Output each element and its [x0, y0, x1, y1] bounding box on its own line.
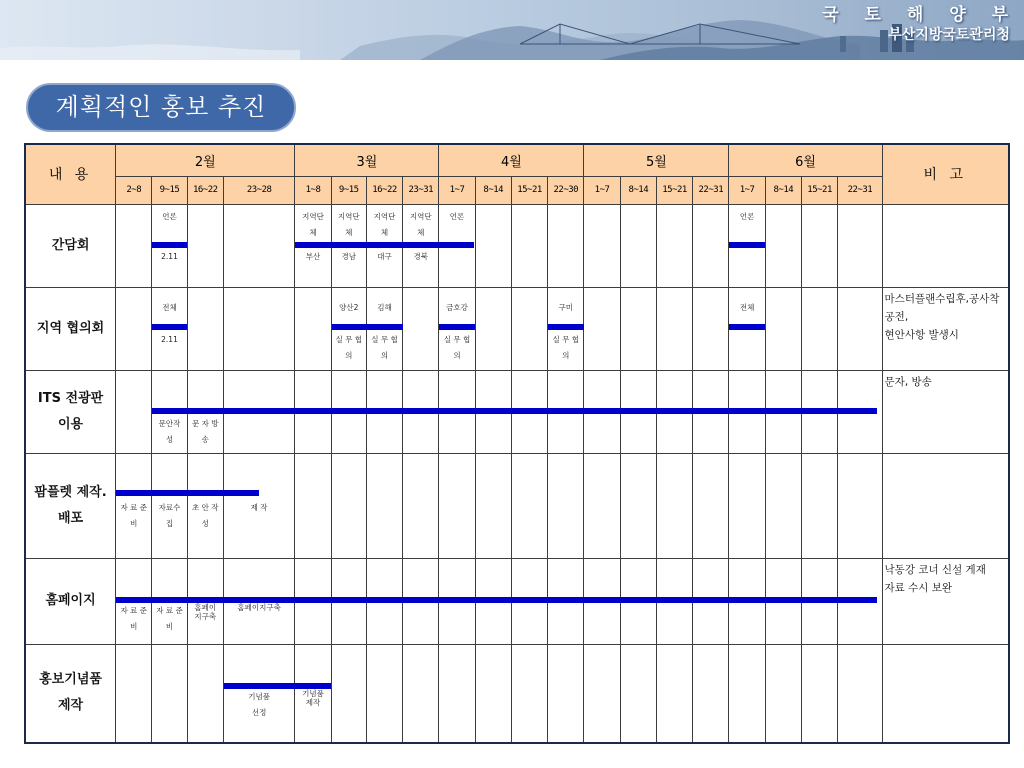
schedule-row: [25, 558, 1009, 644]
schedule-cell: [729, 453, 765, 558]
schedule-cell: [439, 453, 475, 558]
schedule-bar: [295, 242, 474, 248]
schedule-cell: [620, 453, 656, 558]
schedule-cell: [187, 644, 223, 743]
schedule-cell: [584, 287, 620, 370]
row-remark: [882, 370, 1009, 453]
schedule-cell: [511, 644, 547, 743]
month-header: 5월: [584, 144, 729, 176]
schedule-cell: [475, 644, 511, 743]
row-remark: [882, 287, 1009, 370]
schedule-note-line: 성: [165, 434, 174, 444]
schedule-bar: [116, 490, 259, 496]
header-banner: [0, 0, 1024, 60]
row-remark-line: 낙동강 코너 신설 게재: [884, 563, 986, 576]
schedule-note: [729, 209, 764, 225]
schedule-bar: [152, 324, 187, 330]
schedule-note: [439, 209, 474, 225]
month-header-row: [25, 144, 1009, 176]
promotion-schedule-table: [24, 143, 1010, 744]
schedule-note: [548, 300, 583, 316]
row-label-line: 팜플렛 제작.: [34, 484, 107, 500]
schedule-note-line: 자 료 준: [156, 605, 183, 615]
schedule-cell: [475, 453, 511, 558]
schedule-cell: [511, 287, 547, 370]
week-header: 16~22: [366, 176, 402, 204]
row-remark: [882, 558, 1009, 644]
schedule-note-line: 제 작: [250, 502, 268, 512]
schedule-cell: [152, 370, 187, 453]
schedule-cell: [223, 287, 295, 370]
row-label: [25, 453, 116, 558]
schedule-note-line: 기념품: [302, 688, 324, 698]
schedule-note-line: 경북: [413, 251, 428, 261]
schedule-row: [25, 204, 1009, 287]
schedule-cell: [187, 453, 223, 558]
schedule-cell: [295, 204, 331, 287]
week-header: 22~31: [693, 176, 729, 204]
schedule-note-line: 실 무 협: [443, 334, 471, 344]
schedule-cell: [187, 204, 223, 287]
schedule-note-line: 전체: [739, 302, 755, 312]
week-header: 1~8: [295, 176, 331, 204]
schedule-note-line: 언론: [739, 211, 755, 221]
schedule-cell: [295, 644, 331, 743]
week-header-row: [25, 176, 1009, 204]
schedule-cell: [366, 453, 402, 558]
schedule-note-line: 금호강: [446, 302, 468, 312]
schedule-cell: [548, 287, 584, 370]
week-header: 2~8: [116, 176, 152, 204]
schedule-note: [332, 332, 366, 364]
schedule-cell: [152, 204, 187, 287]
schedule-row: [25, 370, 1009, 453]
row-label: [25, 204, 116, 287]
week-header: 1~7: [729, 176, 765, 204]
schedule-bar: [548, 324, 584, 330]
schedule-cell: [152, 287, 187, 370]
schedule-cell: [765, 204, 801, 287]
schedule-note-line: 문안작: [158, 418, 181, 428]
schedule-note-line: 의: [380, 350, 389, 360]
schedule-cell: [475, 287, 511, 370]
schedule-cell: [693, 453, 729, 558]
schedule-note-line: 체: [309, 227, 317, 237]
schedule-cell: [801, 453, 837, 558]
schedule-note-line: 초 안 작: [191, 502, 219, 512]
schedule-note: [295, 209, 330, 241]
schedule-cell: [729, 287, 765, 370]
schedule-note-line: 비: [130, 518, 138, 528]
schedule-note-line: 자 료 준: [120, 605, 147, 615]
week-header: 8~14: [475, 176, 511, 204]
schedule-bar: [729, 242, 765, 248]
schedule-cell: [801, 644, 837, 743]
schedule-cell: [838, 453, 882, 558]
schedule-note: [403, 249, 438, 265]
schedule-note-line: 홈페이: [194, 602, 217, 612]
schedule-cell: [620, 204, 656, 287]
schedule-cell: [116, 644, 152, 743]
schedule-note-line: 대구: [377, 251, 392, 261]
schedule-note-line: 체: [417, 227, 425, 237]
schedule-cell: [693, 644, 729, 743]
schedule-note-line: 비: [130, 621, 138, 631]
month-header: 2월: [116, 144, 295, 176]
schedule-bar: [152, 242, 187, 248]
week-header: 22~30: [548, 176, 584, 204]
month-header: 6월: [729, 144, 882, 176]
week-header: 15~21: [656, 176, 692, 204]
schedule-note: [152, 332, 186, 348]
schedule-cell: [223, 453, 295, 558]
schedule-note: [367, 332, 402, 364]
schedule-note-line: 체: [380, 227, 389, 237]
schedule-note-line: 지역단: [409, 211, 432, 221]
week-header: 1~7: [584, 176, 620, 204]
week-header: 9~15: [331, 176, 366, 204]
schedule-cell: [693, 204, 729, 287]
schedule-note: [295, 689, 330, 707]
schedule-note: [188, 416, 223, 448]
schedule-cell: [838, 644, 882, 743]
schedule-cell: [765, 287, 801, 370]
schedule-note-line: 지역단: [302, 211, 324, 221]
schedule-cell: [548, 453, 584, 558]
schedule-note-line: 지역단: [373, 211, 396, 221]
schedule-note: [403, 209, 438, 241]
schedule-bar: [729, 324, 765, 330]
schedule-cell: [116, 204, 152, 287]
schedule-cell: [656, 644, 692, 743]
row-label: [25, 558, 116, 644]
row-label-line: 제작: [58, 698, 84, 714]
schedule-note-line: 실 무 협: [335, 334, 362, 344]
schedule-row: [25, 453, 1009, 558]
schedule-bar: [224, 683, 331, 689]
week-header: 23~31: [403, 176, 439, 204]
schedule-cell: [729, 644, 765, 743]
schedule-note: [367, 249, 402, 265]
content-header: 내 용: [25, 144, 116, 204]
row-label: [25, 644, 116, 743]
schedule-note-line: 지역단: [337, 211, 360, 221]
schedule-note: [152, 603, 186, 635]
schedule-cell: [223, 644, 295, 743]
schedule-note: [224, 689, 295, 721]
schedule-note: [152, 300, 186, 316]
schedule-note: [116, 500, 151, 532]
row-label-line: 간담회: [51, 237, 90, 253]
schedule-note: [367, 300, 402, 316]
week-header: 15~21: [511, 176, 547, 204]
schedule-note-line: 의: [453, 350, 461, 360]
schedule-note-line: 지구축: [194, 611, 217, 621]
month-header: 3월: [295, 144, 439, 176]
month-header: 4월: [439, 144, 584, 176]
schedule-note-line: 언론: [449, 211, 465, 221]
schedule-note: [188, 603, 223, 621]
ministry-logo-text: [822, 4, 1018, 44]
schedule-cell: [439, 287, 475, 370]
schedule-note: [332, 300, 366, 316]
row-remark: [882, 644, 1009, 743]
schedule-note: [332, 209, 366, 241]
schedule-cell: [511, 204, 547, 287]
schedule-note: [367, 209, 402, 241]
schedule-cell: [801, 287, 837, 370]
schedule-note-line: 경남: [341, 251, 356, 261]
schedule-cell: [439, 644, 475, 743]
schedule-note-line: 의: [562, 350, 570, 360]
schedule-cell: [656, 287, 692, 370]
schedule-cell: [511, 453, 547, 558]
week-header: 1~7: [439, 176, 475, 204]
week-header: 22~31: [838, 176, 882, 204]
schedule-note-line: 성: [201, 518, 209, 528]
schedule-cell: [765, 644, 801, 743]
schedule-note: [152, 249, 186, 265]
schedule-note: [439, 300, 474, 316]
schedule-cell: [801, 204, 837, 287]
schedule-cell: [475, 204, 511, 287]
schedule-cell: [693, 287, 729, 370]
schedule-note-line: 구미: [558, 302, 574, 312]
schedule-note-line: 문 자 방: [191, 418, 219, 428]
row-remark-line: 현안사항 발생시: [884, 328, 959, 341]
schedule-cell: [116, 453, 152, 558]
schedule-row: [25, 644, 1009, 743]
schedule-note-line: 언론: [162, 211, 177, 221]
row-remark: [882, 204, 1009, 287]
schedule-note: [152, 416, 186, 448]
schedule-note: [548, 332, 583, 364]
row-label: [25, 370, 116, 453]
note-header: 비 고: [882, 144, 1009, 204]
schedule-note-line: 실 무 협: [552, 334, 580, 344]
schedule-cell: [584, 453, 620, 558]
schedule-bar: [439, 324, 475, 330]
schedule-note: [152, 500, 186, 532]
row-label-line: 지역 협의회: [36, 320, 105, 336]
schedule-cell: [584, 644, 620, 743]
schedule-note-line: 2.11: [161, 251, 178, 261]
schedule-note-line: 제작: [305, 697, 321, 707]
row-label-line: 홍보기념품: [39, 672, 102, 688]
schedule-cell: [838, 204, 882, 287]
schedule-note: [439, 332, 474, 364]
schedule-cell: [116, 370, 152, 453]
schedule-cell: [548, 204, 584, 287]
schedule-cell: [729, 204, 765, 287]
schedule-cell: [295, 287, 331, 370]
schedule-cell: [187, 287, 223, 370]
schedule-cell: [403, 287, 439, 370]
schedule-note: [116, 603, 151, 635]
schedule-note-line: 송: [201, 434, 209, 444]
row-label-line: 배포: [58, 510, 84, 526]
schedule-cell: [548, 644, 584, 743]
row-label-line: 이용: [58, 416, 84, 432]
row-remark-line: 문자, 방송: [884, 375, 932, 388]
schedule-bar: [152, 408, 877, 414]
row-remark-line: 자료 수시 보완: [884, 581, 953, 594]
row-label-line: 홈페이지: [45, 593, 96, 608]
row-remark: [882, 453, 1009, 558]
schedule-note: [224, 603, 295, 612]
schedule-cell: [403, 453, 439, 558]
week-header: 9~15: [152, 176, 187, 204]
schedule-note: [729, 300, 764, 316]
schedule-note-line: 부산: [305, 251, 321, 261]
schedule-note-line: 선정: [251, 707, 267, 717]
schedule-cell: [331, 644, 366, 743]
schedule-cell: [223, 204, 295, 287]
schedule-note-line: 비: [165, 621, 174, 631]
schedule-cell: [656, 204, 692, 287]
week-header: 16~22: [187, 176, 223, 204]
schedule-note-line: 실 무 협: [371, 334, 398, 344]
schedule-note-line: 기념품: [248, 691, 270, 701]
schedule-cell: [116, 558, 152, 644]
schedule-note-line: 김해: [377, 302, 392, 312]
schedule-note: [332, 249, 366, 265]
page-title: 계획적인 홍보 추진: [26, 83, 296, 132]
week-header: 15~21: [801, 176, 837, 204]
schedule-note-line: 의: [345, 350, 353, 360]
schedule-cell: [656, 453, 692, 558]
schedule-note-line: 2.11: [161, 334, 178, 344]
row-remark-line: 마스터플랜수립후,공사착공전,: [884, 292, 1000, 323]
schedule-cell: [584, 204, 620, 287]
schedule-note: [295, 249, 330, 265]
ministry-name: 국 토 해 양 부: [822, 5, 1018, 25]
schedule-row: [25, 287, 1009, 370]
schedule-note: [152, 209, 186, 225]
row-label: [25, 287, 116, 370]
schedule-cell: [620, 287, 656, 370]
schedule-cell: [620, 644, 656, 743]
schedule-bar: [332, 324, 403, 330]
schedule-cell: [116, 287, 152, 370]
schedule-cell: [765, 453, 801, 558]
regional-office-name: 부산지방국토관리청: [888, 27, 1010, 43]
schedule-cell: [366, 644, 402, 743]
schedule-note-line: 집: [165, 518, 174, 528]
schedule-cell: [331, 453, 366, 558]
schedule-note-line: 전체: [162, 302, 177, 312]
schedule-note-line: 양산2: [339, 302, 359, 312]
schedule-cell: [295, 453, 331, 558]
schedule-note: [188, 500, 223, 532]
schedule-note-line: 체: [345, 227, 353, 237]
schedule-bar: [116, 597, 877, 603]
week-header: 8~14: [765, 176, 801, 204]
schedule-note: [224, 500, 295, 516]
schedule-note-line: 홈페이지구축: [237, 602, 281, 612]
schedule-cell: [331, 287, 366, 370]
schedule-cell: [403, 644, 439, 743]
schedule-note-line: 자 료 준: [120, 502, 147, 512]
week-header: 23~28: [223, 176, 295, 204]
schedule-cell: [152, 453, 187, 558]
row-label-line: ITS 전광판: [37, 390, 104, 406]
schedule-cell: [152, 644, 187, 743]
schedule-note-line: 자료수: [158, 502, 181, 512]
schedule-cell: [838, 287, 882, 370]
week-header: 8~14: [620, 176, 656, 204]
